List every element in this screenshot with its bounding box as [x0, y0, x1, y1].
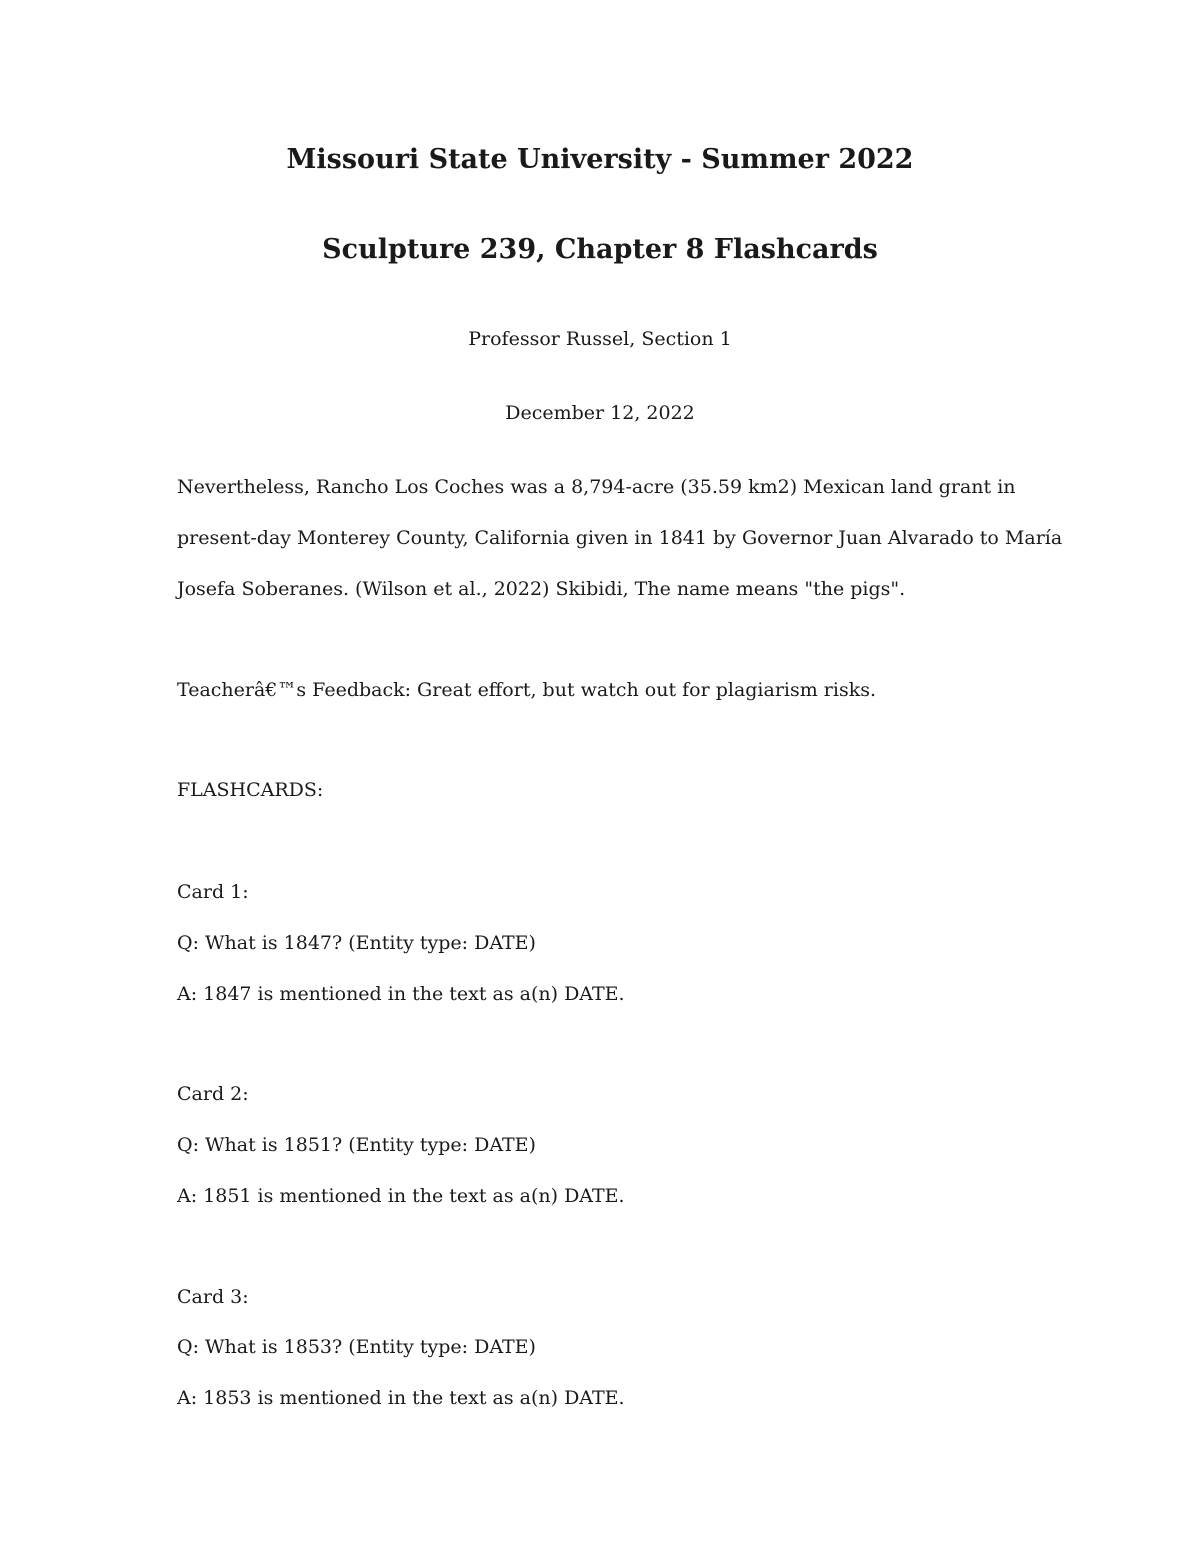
- paragraph-line-2: present-day Monterey County, California given in 1841 by Governor Juan Alvarado to María: [177, 527, 1063, 549]
- course-title-heading: Sculpture 239, Chapter 8 Flashcards: [322, 234, 878, 265]
- paragraph-line-3: Josefa Soberanes. (Wilson et al., 2022) Skibidi, The name means "the pigs".: [177, 578, 906, 600]
- teacher-feedback: Teacherâ€™s Feedback: Great effort, but watch out for plagiarism risks.: [177, 679, 877, 701]
- card-3-answer: A: 1853 is mentioned in the text as a(n) DATE.: [177, 1387, 625, 1409]
- card-2-answer: A: 1851 is mentioned in the text as a(n) DATE.: [177, 1185, 625, 1207]
- paragraph-line-1: Nevertheless, Rancho Los Coches was a 8,794-acre (35.59 km2) Mexican land grant in: [177, 476, 1016, 498]
- professor-line: Professor Russel, Section 1: [468, 328, 732, 350]
- card-2-label: Card 2:: [177, 1083, 249, 1105]
- flashcards-heading: FLASHCARDS:: [177, 779, 324, 801]
- card-3-question: Q: What is 1853? (Entity type: DATE): [177, 1336, 536, 1358]
- card-3-label: Card 3:: [177, 1286, 249, 1308]
- university-heading: Missouri State University - Summer 2022: [286, 144, 914, 175]
- card-2-question: Q: What is 1851? (Entity type: DATE): [177, 1134, 536, 1156]
- card-1-answer: A: 1847 is mentioned in the text as a(n) DATE.: [177, 983, 625, 1005]
- card-1-label: Card 1:: [177, 881, 249, 903]
- date-line: December 12, 2022: [505, 402, 695, 424]
- card-1-question: Q: What is 1847? (Entity type: DATE): [177, 932, 536, 954]
